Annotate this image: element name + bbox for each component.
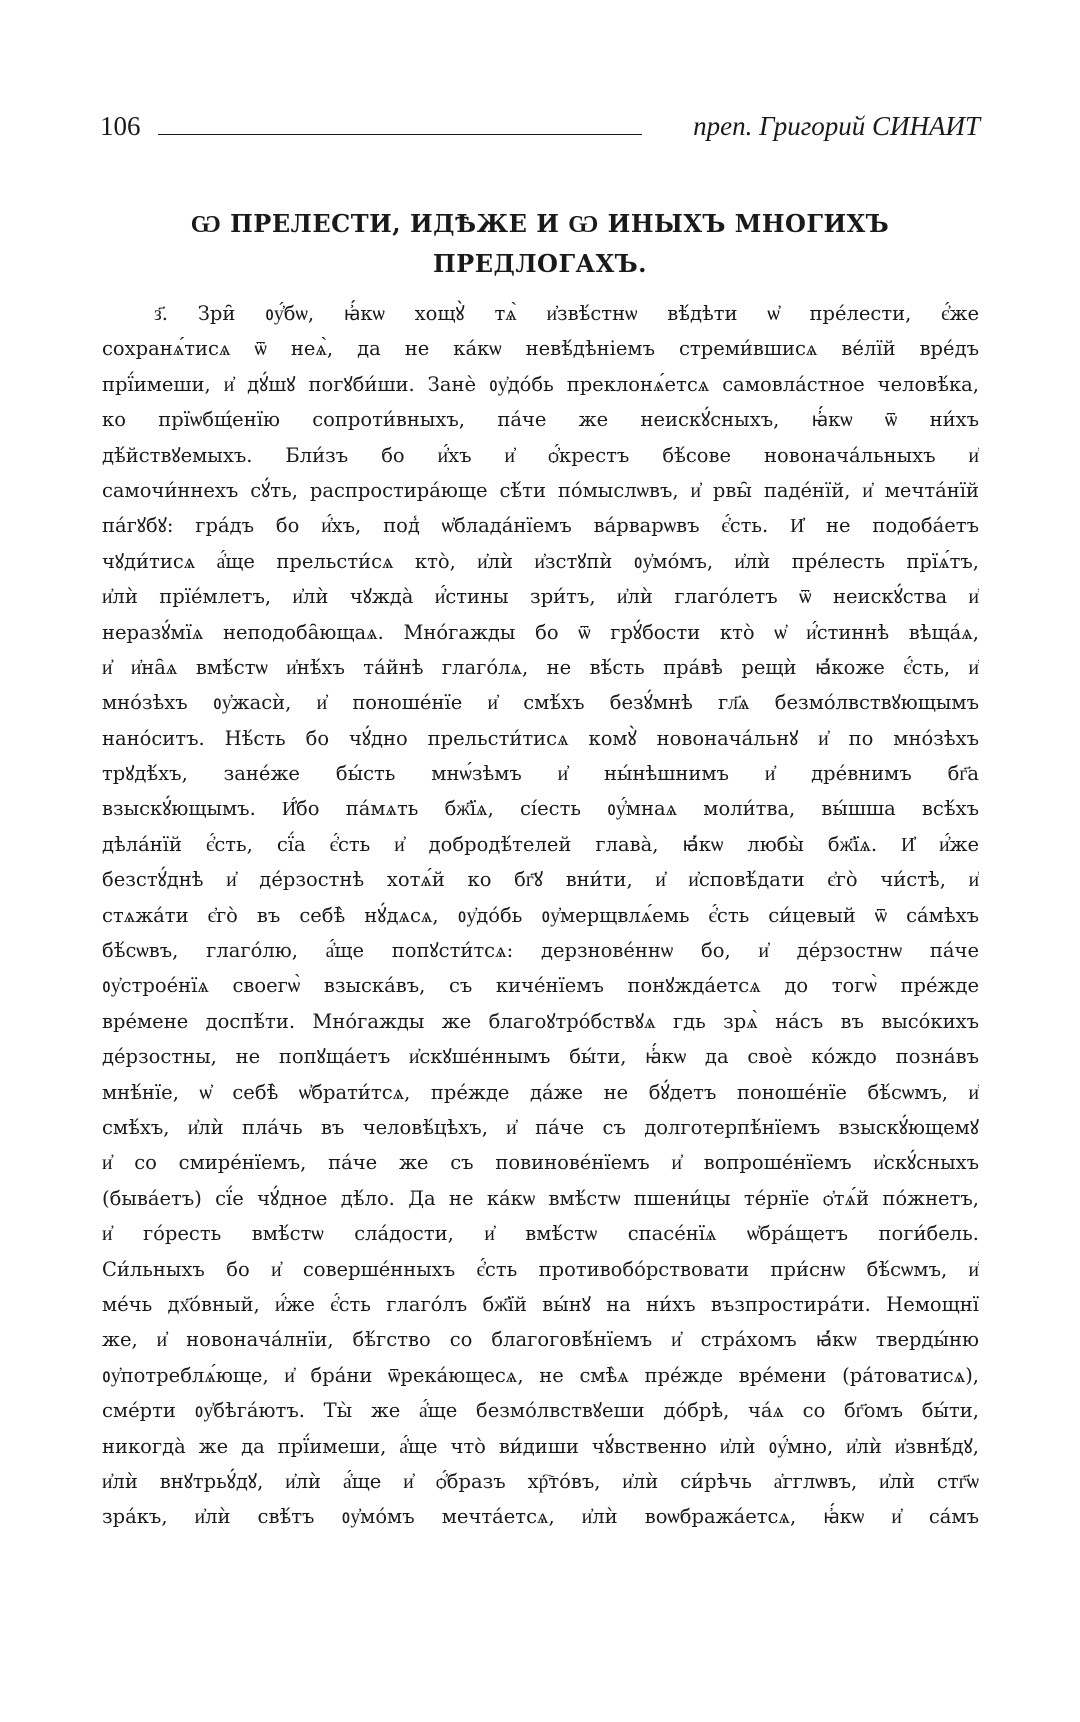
body-line: ме́чь дх҃о́вный, и҆́же є҆́сть глаго́лъ бж҃їй вы́нꙋ на ни́хъ възпростира́ти. Немощнї — [102, 1292, 979, 1316]
section-title-line-2: ПРЕДЛОГАХЪ. — [432, 249, 648, 278]
body-line: безстꙋ́днѣ и҆ де́рзостнѣ хотѧ́й ко бг҃ꙋ вни́ти, и҆ и҆сповѣ́дати є҆го̀ чи́стѣ, и҆ — [102, 868, 979, 892]
body-line: прї́имеши, и҆ дꙋ́шꙋ погꙋби́ши. Занѐ ᲂу҆до́бь преклонѧ́етсѧ самовла́стное человѣ́ка, — [102, 372, 979, 396]
body-line: и҆лѝ внꙋтрьꙋ́дꙋ, и҆лѝ а҆́ще и҆ ѻ҆́бразъ хр҇то́въ, и҆лѝ си́рѣчь а҆гглѡвъ, и҆лѝ стг҃ѡ — [102, 1469, 979, 1493]
body-line: ко прїѡбщ́енїю сопроти́вныхъ, па́че же неискꙋ́сныхъ, ꙗ҆́кѡ ѿ ни́хъ — [102, 408, 979, 432]
body-line: мно́зѣхъ ᲂу҆жасѝ, и҆ поноше́нїе и҆ смѣ́хъ безꙋ́мнѣ гл҃ѧ безмо́лвствꙋющымъ — [102, 691, 979, 715]
body-line: неразꙋ́мїѧ неподоба̑ющаѧ. Мно́гажды бо ѿ грꙋ́бости кто̀ ѡ҆ и҆́стиннѣ вѣща́ѧ, — [102, 620, 979, 644]
body-line: ᲂу҆строе́нїѧ своегѡ̀ взыска́въ, съ киче́нїемъ понꙋжда́етсѧ до тогѡ̀ пре́жде — [102, 974, 979, 998]
body-line: мнѣ́нїе, ѡ҆ себѣ̀ ѡ҆брати́тсѧ, пре́жде да́же не бꙋ́детъ поноше́нїе бѣ́сѡмъ, и҆ — [102, 1080, 979, 1104]
running-title: преп. Григорий СИНАИТ — [693, 111, 980, 141]
body-line: чꙋди́тисѧ а҆́ще прельсти́сѧ кто̀, и҆лѝ и҆зстꙋпѝ ᲂу҆мо́мъ, и҆лѝ пре́лесть прїѧ́тъ, — [102, 549, 979, 573]
body-line: з҃. Зри̑ ᲂу҆́бѡ, ꙗ҆́кѡ хощꙋ̀ тѧ̀ и҆звѣ́стнѡ вѣ́дѣти ѡ҆ пре́лести, є҆́же — [154, 302, 979, 325]
body-line: и҆ со смире́нїемъ, па́че же съ повинове́нїемъ и҆ вопроше́нїемъ и҆скꙋ́сныхъ — [102, 1151, 979, 1175]
body-line: взыскꙋ́ющымъ. И҆́бо па́мѧть бж҃їѧ, сі́есть ᲂу҆́мнаѧ моли́тва, вы́шша всѣ́хъ — [102, 797, 979, 821]
body-line: же, и҆ новонача́лнїи, бѣ́гство со благоговѣ́нїемъ и҆ стра́хомъ ꙗ҆́кѡ тверды́ню — [102, 1328, 979, 1352]
body-line: дѣ́йствꙋемыхъ. Бли́зъ бо и҆́хъ и҆ ѻ҆́крестъ бѣ́сове новонача́льныхъ и҆ — [102, 443, 979, 467]
body-line: самочи́ннехъ сꙋ́ть, распростира́юще сѣ́ти по́мыслѡвъ, и҆ рвы̑ паде́нїй, и҆ мечта́нїй — [102, 478, 979, 502]
body-line: па́гꙋбꙋ: гра́дъ бо и҆́хъ, под̾ ѡ҆блада́нїемъ ва́рварѡвъ є҆́сть. И҆ не подоба́етъ — [102, 514, 979, 538]
body-line: вре́мене доспѣ́ти. Мно́гажды же благоꙋтро́бствꙋѧ гдь зрѧ̀ на́съ въ высо́кихъ — [102, 1009, 979, 1033]
page-number: 106 — [100, 111, 141, 141]
body-line: (быва́етъ) сї́е чꙋ́дное дѣ́ло. Да не ка́кѡ вмѣ́стѡ пшени́цы те́рнїе ѻ҆тѧ́й по́жнетъ, — [102, 1186, 979, 1210]
body-line: Си́льныхъ бо и҆ соверше́нныхъ є҆́сть противобо́рствовати при́снѡ бѣ́сѡмъ, и҆ — [102, 1257, 979, 1281]
body-line: де́рзостны, не попꙋща́етъ и҆скꙋше́ннымъ бы́ти, ꙗ҆́кѡ да своѐ ко́ждо позна́въ — [102, 1045, 979, 1069]
body-line: нано́ситъ. Нѣ́сть бо чꙋ́дно прельсти́тисѧ комꙋ̀ новонача́льнꙋ и҆ по мно́зѣхъ — [102, 726, 979, 750]
body-line: смѣ́хъ, и҆лѝ пла́чь въ человѣ́цѣхъ, и҆ па́че съ долготерпѣ́нїемъ взыскꙋ́ющемꙋ — [102, 1115, 979, 1139]
body-line: трꙋдѣ́хъ, зане́же бы́сть мнѡ́зѣмъ и҆ ны́нѣшнимъ и҆ дре́внимъ бг҃а — [102, 762, 979, 786]
body-line: и҆ го́ресть вмѣ́стѡ сла́дости, и҆ вмѣ́стѡ спасе́нїѧ ѡ҆бра́щетъ поги́бель. — [102, 1222, 979, 1246]
section-title-line-1: Ѡ ПРЕЛЕСТИ, ИДѢЖЕ И Ѡ ИНЫХЪ МНОГИХЪ — [190, 209, 890, 238]
body-line: ᲂу҆потреблѧ́юще, и҆ бра́ни ѿрека́ющесѧ, не смѣ̀ѧ пре́жде вре́мени (ра́товатисѧ), — [102, 1363, 979, 1387]
body-line: и҆ и҆на̑ѧ вмѣ́стѡ и҆нѣ́хъ та́йнѣ глаго́лѧ, не вѣ́сть пра́вѣ рещѝ ꙗ҆́коже є҆́сть, и҆ — [102, 655, 979, 679]
running-head — [100, 108, 980, 148]
body-line: и҆лѝ прїе́млетъ, и҆лѝ чꙋжда̀ и҆́стины зри́тъ, и҆лѝ глаго́летъ ѿ неискꙋ́ства и҆ — [102, 585, 979, 609]
body-line: зра́къ, и҆лѝ свѣ́тъ ᲂу҆мо́мъ мечта́етсѧ, и҆лѝ воѡбража́етсѧ, ꙗ҆́кѡ и҆ са́мъ — [102, 1505, 979, 1529]
header-rule — [158, 134, 642, 135]
body-text — [102, 296, 979, 1535]
body-line: сме́рти ᲂу҆бѣга́ютъ. Ты̀ же а҆́ще безмо́лвствꙋеши до́брѣ, ча́ѧ со бг҃омъ бы́ти, — [102, 1399, 979, 1423]
section-title — [100, 204, 980, 284]
body-line: бѣ́сѡвъ, глаго́лю, а҆́ще попꙋсти́тсѧ: дерзнове́ннѡ бо, и҆ де́рзостнѡ па́че — [102, 939, 979, 963]
body-line: дѣла́нїй є҆́сть, сї́а є҆́сть и҆ добродѣ́телей глава̀, ꙗ҆́кѡ любы̀ бж҃їѧ. И҆ и҆́же — [102, 832, 979, 856]
body-line: сохранѧ́тисѧ ѿ неѧ̀, да не ка́кѡ невѣ́дѣніемъ стреми́вшисѧ ве́лїй вре́дъ — [102, 337, 979, 361]
body-line: никогда̀ же да прї́имеши, а҆́ще что̀ ви́диши чꙋ́вственно и҆лѝ ᲂу҆́мно, и҆лѝ и҆звнѣ́дꙋ, — [102, 1434, 979, 1458]
body-line: стѧжа́ти є҆го̀ въ себѣ̀ нꙋ́дѧсѧ, ᲂу҆до́бь ᲂу҆мерщвлѧ́емь є҆́сть си́цевый ѿ са́мѣхъ — [102, 903, 979, 927]
